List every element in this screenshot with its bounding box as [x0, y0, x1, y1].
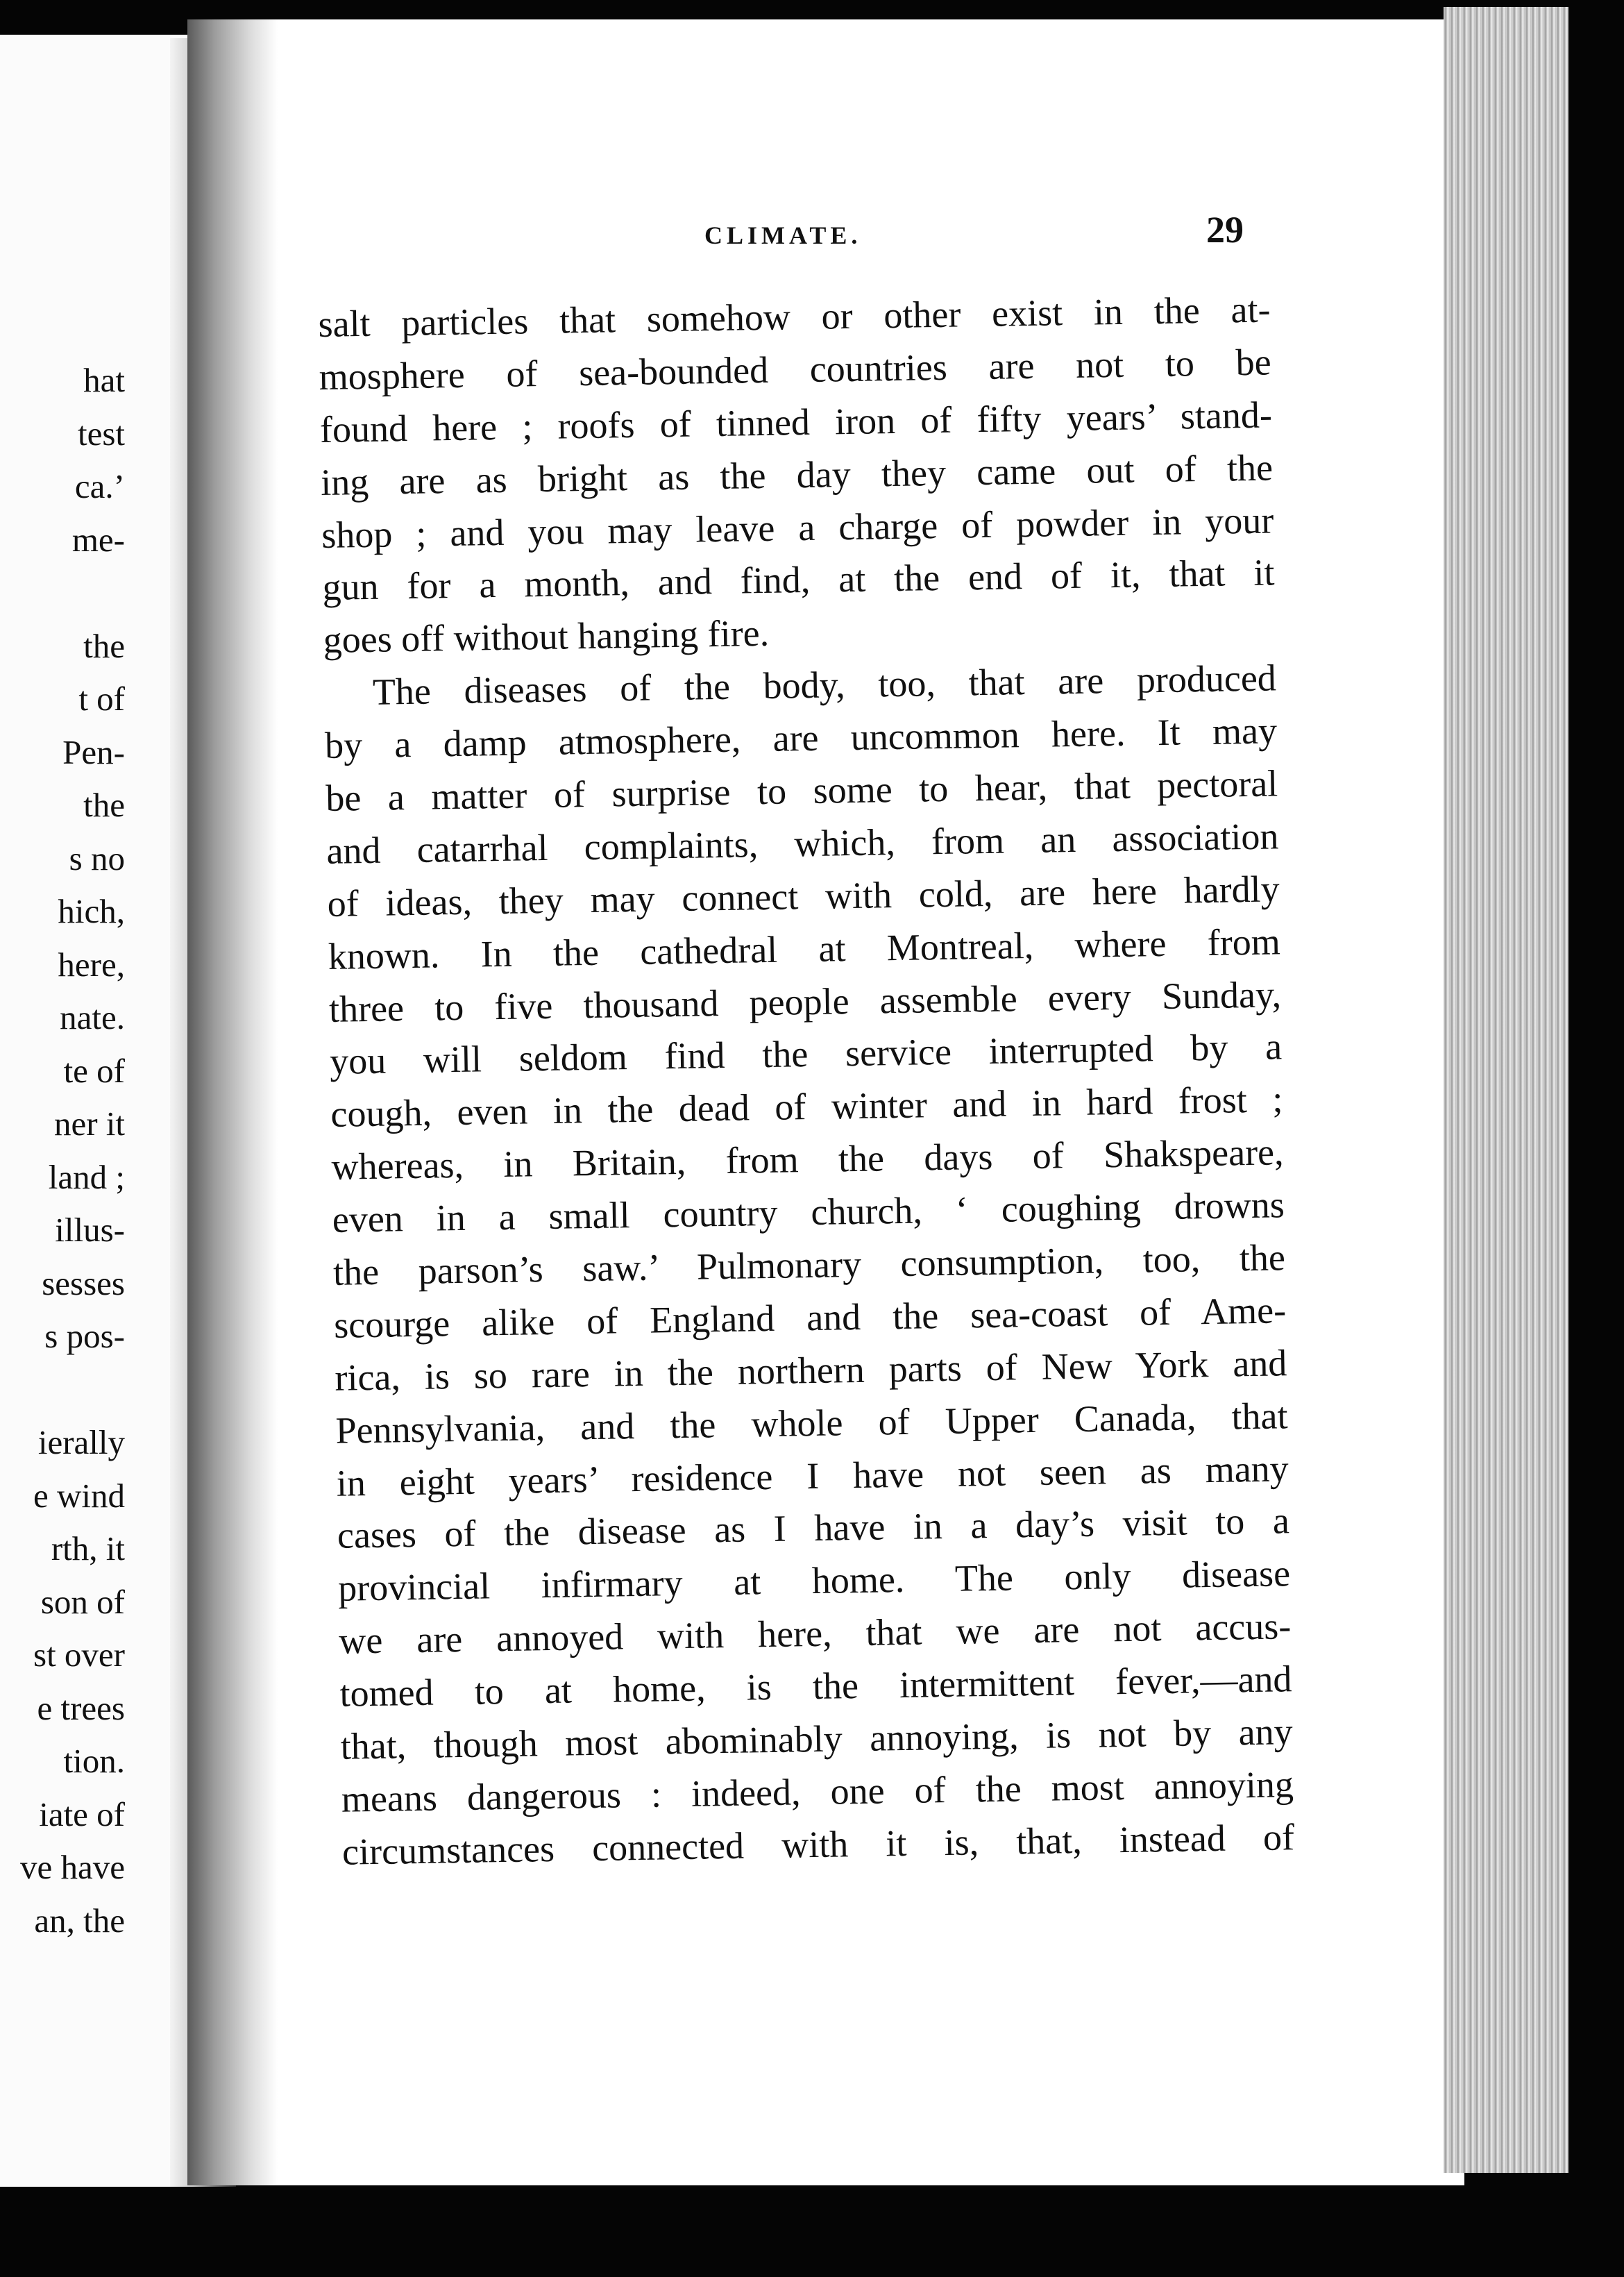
text-line: even in a small country church, ‘ coughing drowns — [332, 1184, 1285, 1241]
left-line: land ; — [48, 1157, 125, 1196]
left-line: nate. — [60, 998, 125, 1036]
left-line: ierally — [37, 1423, 125, 1461]
left-line-blank — [20, 566, 125, 620]
left-line: an, the — [34, 1901, 125, 1940]
text-line: cough, even in the dead of winter and in hard frost ; — [330, 1078, 1283, 1136]
left-line: e wind — [33, 1476, 125, 1515]
text-line: gun for a month, and find, at the end of it, that it — [322, 551, 1275, 609]
left-line: here, — [58, 945, 125, 984]
text-line: cases of the disease as I have in a day’s visit to a — [337, 1499, 1290, 1557]
text-line: found here ; roofs of tinned iron of fifty years’ stand- — [319, 394, 1273, 451]
text-line: shop ; and you may leave a charge of powder in your — [321, 498, 1274, 556]
left-line: hat — [83, 361, 125, 399]
left-line: iate of — [39, 1795, 125, 1833]
left-line: ner it — [53, 1104, 125, 1143]
text-line: ing are as bright as the day they came out of the — [320, 446, 1274, 503]
text-line: be a matter of surprise to some to hear, that pectoral — [325, 762, 1278, 819]
left-line: hich, — [58, 892, 125, 930]
text-line: the parson’s saw.’ Pulmonary consumption, too, the — [332, 1236, 1286, 1293]
text-line: scourge alike of England and the sea-coast of Ame- — [333, 1289, 1287, 1346]
left-page-text — [20, 354, 125, 1947]
gutter-shadow — [187, 19, 278, 2185]
left-line: t of — [78, 680, 125, 718]
text-line: Pennsylvania, and the whole of Upper Canada, that — [335, 1394, 1288, 1452]
text-line: whereas, in Britain, from the days of Shakspeare, — [331, 1131, 1284, 1188]
text-line: tomed to at home, is the intermittent fever,—and — [339, 1658, 1292, 1715]
left-line-blank — [20, 1363, 125, 1417]
left-line: e trees — [37, 1688, 125, 1727]
left-line: the — [83, 786, 125, 824]
text-line: of ideas, they may connect with cold, are here hardly — [327, 868, 1280, 925]
text-line: means dangerous : indeed, one of the most annoying — [341, 1763, 1294, 1820]
text-line: salt particles that somehow or other exist in the at- — [318, 288, 1271, 345]
left-line: Pen- — [62, 732, 125, 771]
text-line: goes off without hanging fire. — [323, 612, 770, 662]
left-line: me- — [71, 520, 125, 559]
text-line: rica, is so rare in the northern parts of New York and — [334, 1342, 1287, 1399]
text-line: three to five thousand people assemble every Sunday, — [328, 973, 1282, 1030]
page-fore-edge — [1444, 7, 1568, 2173]
text-line: that, though most abominably annoying, is not by any — [340, 1711, 1294, 1767]
text-line: and catarrhal complaints, which, from an association — [326, 815, 1279, 872]
left-line: st over — [33, 1636, 125, 1674]
left-line: te of — [63, 1051, 125, 1090]
text-line: known. In the cathedral at Montreal, where from — [328, 921, 1281, 977]
left-line: s no — [69, 839, 125, 877]
page-body-text — [318, 283, 1295, 1879]
text-line: by a damp atmosphere, are uncommon here. It may — [324, 709, 1278, 767]
left-line: the — [83, 626, 125, 665]
left-line: test — [77, 414, 125, 453]
text-line: we are annoyed with here, that we are not accus- — [338, 1605, 1292, 1663]
left-line: sesses — [42, 1263, 125, 1302]
left-line: son of — [40, 1582, 125, 1621]
left-line: illus- — [55, 1211, 125, 1249]
left-line: s pos- — [44, 1317, 125, 1355]
left-line: rth, it — [51, 1529, 125, 1568]
running-head: CLIMATE. — [704, 221, 862, 249]
left-line: ca.’ — [74, 467, 125, 505]
text-line: The diseases of the body, too, that are produced — [372, 657, 1277, 714]
left-line: ve have — [20, 1848, 125, 1886]
page-number: 29 — [1206, 209, 1244, 251]
text-line: in eight years’ residence I have not seen as many — [336, 1447, 1289, 1504]
text-line: circumstances connected with it is, that, instead of — [341, 1816, 1295, 1873]
text-line: you will seldom find the service interrupted by a — [329, 1025, 1283, 1083]
text-line: provincial infirmary at home. The only disease — [337, 1552, 1291, 1610]
text-line: mosphere of sea-bounded countries are not to be — [319, 341, 1272, 398]
left-line: tion. — [63, 1742, 125, 1780]
